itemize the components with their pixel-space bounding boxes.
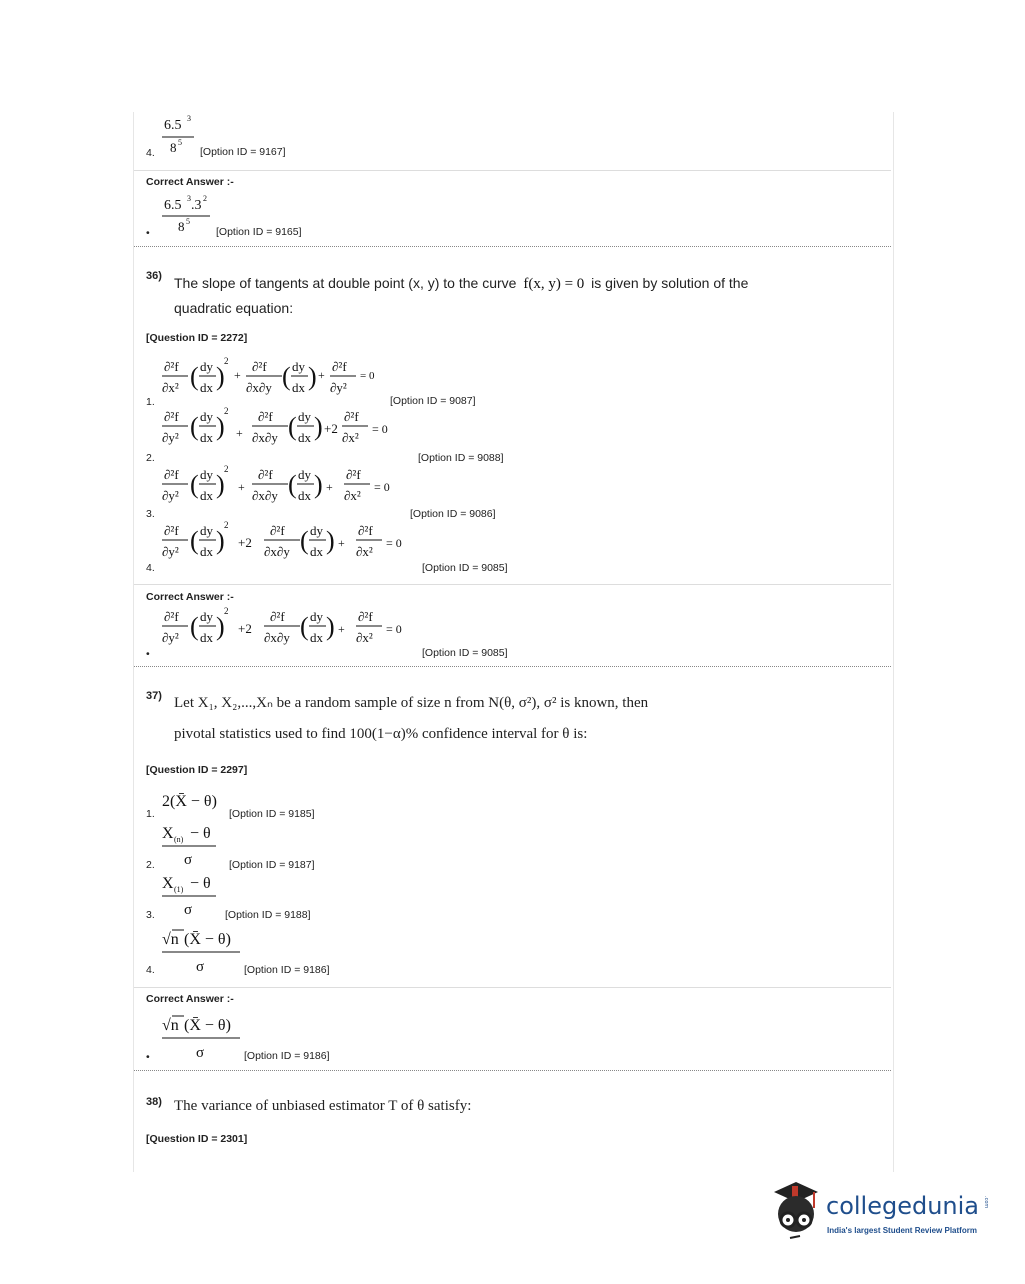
- svg-text:5: 5: [178, 138, 182, 147]
- svg-text:∂x²: ∂x²: [356, 630, 373, 645]
- svg-text:2: 2: [203, 194, 207, 203]
- q37-option1-math: [160, 786, 240, 816]
- q36-option3-math: [160, 463, 410, 511]
- svg-text:√n: √n: [162, 931, 179, 948]
- svg-text:∂²f: ∂²f: [164, 409, 179, 424]
- svg-text:(: (: [300, 526, 309, 555]
- q38-question-id: [Question ID = 2301]: [146, 1133, 248, 1145]
- svg-text:= 0: = 0: [374, 480, 390, 494]
- svg-text:(: (: [190, 470, 199, 499]
- q37-correct-id: [Option ID = 9186]: [244, 1050, 330, 1062]
- svg-text:dy: dy: [298, 409, 311, 424]
- q36-option4-id: [Option ID = 9085]: [422, 562, 508, 574]
- svg-text:): ): [326, 612, 335, 641]
- svg-text:+: +: [236, 426, 243, 440]
- q37-text-line1: Let X₁, X₂,...,Xₙ be a random sample of size n from N(θ, σ²), σ² is known, then: [174, 695, 649, 711]
- svg-text:∂x²: ∂x²: [342, 430, 359, 445]
- svg-text:∂²f: ∂²f: [332, 359, 347, 374]
- svg-text:.3: .3: [191, 198, 202, 213]
- svg-text:): ): [216, 612, 225, 641]
- svg-text:3: 3: [187, 194, 191, 203]
- q36-correct-id: [Option ID = 9085]: [422, 647, 508, 659]
- svg-text:2: 2: [224, 520, 229, 530]
- svg-text:σ: σ: [184, 852, 193, 868]
- svg-text:(1): (1): [174, 885, 184, 894]
- q36-option3-id: [Option ID = 9086]: [410, 508, 496, 520]
- svg-text:): ): [216, 362, 225, 391]
- q37-correct-math: [160, 1008, 250, 1062]
- q36-option1-number: 1.: [146, 396, 155, 408]
- svg-text:∂²f: ∂²f: [164, 523, 179, 538]
- svg-text:dx: dx: [200, 544, 213, 559]
- q36-option2-number: 2.: [146, 452, 155, 464]
- svg-text:dx: dx: [200, 380, 213, 395]
- svg-text:+: +: [318, 368, 325, 382]
- svg-text:(: (: [288, 470, 297, 499]
- svg-text:(: (: [190, 612, 199, 641]
- svg-text:(: (: [288, 412, 297, 441]
- question-divider: [134, 246, 891, 247]
- graduate-mascot-icon: [766, 1178, 826, 1244]
- divider: [134, 170, 891, 171]
- svg-text:dx: dx: [200, 630, 213, 645]
- q37-option4-id: [Option ID = 9186]: [244, 964, 330, 976]
- svg-text:dy: dy: [298, 467, 311, 482]
- svg-text:∂y²: ∂y²: [162, 630, 179, 645]
- svg-text:+2: +2: [238, 535, 252, 550]
- svg-text:(: (: [190, 362, 199, 391]
- q37-option4-number: 4.: [146, 964, 155, 976]
- q36-correct-label: Correct Answer :-: [146, 591, 234, 603]
- svg-text:+: +: [238, 480, 245, 494]
- divider: [134, 584, 891, 585]
- q38-number: 38): [146, 1096, 162, 1108]
- svg-text:): ): [216, 470, 225, 499]
- svg-text:∂y²: ∂y²: [162, 430, 179, 445]
- q37-option2-id: [Option ID = 9187]: [229, 859, 315, 871]
- svg-text:dy: dy: [200, 609, 213, 624]
- svg-text:∂y²: ∂y²: [162, 488, 179, 503]
- svg-text:∂x∂y: ∂x∂y: [246, 380, 272, 395]
- svg-text:− θ: − θ: [190, 825, 211, 842]
- q37-option1-number: 1.: [146, 808, 155, 820]
- q37-option3-id: [Option ID = 9188]: [225, 909, 311, 921]
- collegedunia-logo: [766, 1178, 996, 1248]
- q37-text-line2: pivotal statistics used to find 100(1−α)% confidence interval for θ is:: [174, 726, 588, 742]
- svg-text:X: X: [162, 875, 174, 892]
- q36-text-line1: [174, 275, 748, 293]
- q36-number: 36): [146, 270, 162, 282]
- q37-option4-math: [160, 922, 250, 976]
- q36-option4-math: [160, 519, 420, 567]
- svg-text:8: 8: [178, 219, 185, 234]
- divider: [134, 987, 891, 988]
- question-divider: [134, 666, 891, 667]
- q35-correct-label: Correct Answer :-: [146, 176, 234, 188]
- bullet: •: [146, 648, 150, 660]
- svg-text:2: 2: [224, 606, 229, 616]
- svg-text:σ: σ: [196, 959, 205, 975]
- svg-text:(: (: [190, 412, 199, 441]
- svg-text:dx: dx: [292, 380, 305, 395]
- svg-text:= 0: = 0: [386, 622, 402, 636]
- svg-text:2: 2: [224, 406, 229, 416]
- svg-text:∂²f: ∂²f: [270, 609, 285, 624]
- q36-option2-id: [Option ID = 9088]: [418, 452, 504, 464]
- q36-text-a: The slope of tangents at double point (x, y) to the curve: [174, 275, 517, 291]
- svg-text:dx: dx: [200, 488, 213, 503]
- svg-text:∂²f: ∂²f: [258, 467, 273, 482]
- svg-text:+: +: [338, 536, 345, 550]
- question-divider: [134, 1070, 891, 1071]
- svg-text:dx: dx: [310, 544, 323, 559]
- svg-text:+2: +2: [238, 621, 252, 636]
- svg-text:σ: σ: [196, 1045, 205, 1061]
- svg-text:dy: dy: [200, 467, 213, 482]
- svg-text:∂²f: ∂²f: [252, 359, 267, 374]
- q36-option3-number: 3.: [146, 508, 155, 520]
- svg-text:∂²f: ∂²f: [358, 523, 373, 538]
- svg-text:+: +: [234, 368, 241, 382]
- svg-text:∂²f: ∂²f: [358, 609, 373, 624]
- q36-text-line2: quadratic equation:: [174, 300, 294, 316]
- q36-text-b: is given by solution of the: [591, 275, 749, 291]
- svg-text:dy: dy: [292, 359, 305, 374]
- svg-text:∂x²: ∂x²: [162, 380, 179, 395]
- svg-text:dy: dy: [200, 409, 213, 424]
- svg-text:(X̄ − θ): (X̄ − θ): [184, 931, 231, 948]
- q36-option1-math: [160, 355, 390, 403]
- q37-option3-number: 3.: [146, 909, 155, 921]
- svg-text:): ): [216, 412, 225, 441]
- svg-text:∂x²: ∂x²: [344, 488, 361, 503]
- svg-text:2(X̄ − θ): 2(X̄ − θ): [162, 793, 217, 810]
- svg-text:(X̄ − θ): (X̄ − θ): [184, 1017, 231, 1034]
- svg-text:+2: +2: [324, 421, 338, 436]
- q36-option4-number: 4.: [146, 562, 155, 574]
- svg-text:8: 8: [170, 140, 177, 155]
- q38-text: The variance of unbiased estimator T of θ satisfy:: [174, 1098, 472, 1114]
- svg-text:6.5: 6.5: [164, 118, 182, 133]
- svg-text:+: +: [338, 622, 345, 636]
- svg-text:∂²f: ∂²f: [164, 609, 179, 624]
- svg-text:dy: dy: [310, 609, 323, 624]
- svg-text:∂y²: ∂y²: [162, 544, 179, 559]
- q36-question-id: [Question ID = 2272]: [146, 332, 248, 344]
- q36-correct-math: [160, 605, 420, 653]
- svg-text:dy: dy: [310, 523, 323, 538]
- svg-text:(: (: [300, 612, 309, 641]
- svg-text:dy: dy: [200, 359, 213, 374]
- svg-text:√n: √n: [162, 1017, 179, 1034]
- q37-option3-math: [160, 868, 230, 920]
- svg-text:∂x∂y: ∂x∂y: [252, 430, 278, 445]
- svg-text:5: 5: [186, 217, 190, 226]
- svg-text:= 0: = 0: [360, 370, 375, 382]
- svg-text:∂x∂y: ∂x∂y: [264, 630, 290, 645]
- svg-text:2: 2: [224, 356, 229, 366]
- svg-text:dy: dy: [200, 523, 213, 538]
- q35-option4-id: [Option ID = 9167]: [200, 146, 286, 158]
- svg-text:σ: σ: [184, 902, 193, 918]
- svg-text:): ): [314, 412, 323, 441]
- svg-text:dx: dx: [310, 630, 323, 645]
- q35-correct-math: [160, 192, 220, 238]
- q36-option2-math: [160, 405, 420, 453]
- svg-text:dx: dx: [200, 430, 213, 445]
- svg-text:): ): [326, 526, 335, 555]
- svg-text:∂²f: ∂²f: [258, 409, 273, 424]
- svg-text:3: 3: [187, 114, 191, 123]
- bullet: •: [146, 227, 150, 239]
- q37-option1-id: [Option ID = 9185]: [229, 808, 315, 820]
- svg-text:= 0: = 0: [372, 422, 388, 436]
- svg-text:): ): [216, 526, 225, 555]
- q36-text-eq: f(x, y) = 0: [523, 276, 585, 292]
- svg-text:∂x²: ∂x²: [356, 544, 373, 559]
- q37-option2-math: [160, 818, 230, 870]
- q35-option4-number: 4.: [146, 147, 155, 159]
- logo-name: collegedunia: [826, 1192, 980, 1220]
- q37-option2-number: 2.: [146, 859, 155, 871]
- svg-text:∂²f: ∂²f: [344, 409, 359, 424]
- logo-suffix: .com: [983, 1196, 989, 1209]
- q37-correct-label: Correct Answer :-: [146, 993, 234, 1005]
- svg-text:∂²f: ∂²f: [346, 467, 361, 482]
- svg-text:X: X: [162, 825, 174, 842]
- svg-text:2: 2: [224, 464, 229, 474]
- svg-text:(: (: [190, 526, 199, 555]
- svg-text:): ): [308, 362, 317, 391]
- svg-text:∂x∂y: ∂x∂y: [264, 544, 290, 559]
- q36-option1-id: [Option ID = 9087]: [390, 395, 476, 407]
- svg-text:= 0: = 0: [386, 536, 402, 550]
- q37-question-id: [Question ID = 2297]: [146, 764, 248, 776]
- svg-text:+: +: [326, 480, 333, 494]
- svg-text:∂²f: ∂²f: [164, 467, 179, 482]
- svg-text:∂²f: ∂²f: [270, 523, 285, 538]
- svg-text:∂x∂y: ∂x∂y: [252, 488, 278, 503]
- svg-text:): ): [314, 470, 323, 499]
- svg-text:− θ: − θ: [190, 875, 211, 892]
- svg-text:(n): (n): [174, 835, 184, 844]
- svg-text:dx: dx: [298, 488, 311, 503]
- svg-text:6.5: 6.5: [164, 198, 182, 213]
- q37-number: 37): [146, 690, 162, 702]
- logo-tagline: India's largest Student Review Platform: [827, 1226, 977, 1235]
- svg-text:∂y²: ∂y²: [330, 380, 347, 395]
- svg-text:dx: dx: [298, 430, 311, 445]
- bullet: •: [146, 1051, 150, 1063]
- svg-text:∂²f: ∂²f: [164, 359, 179, 374]
- q35-correct-id: [Option ID = 9165]: [216, 226, 302, 238]
- svg-text:(: (: [282, 362, 291, 391]
